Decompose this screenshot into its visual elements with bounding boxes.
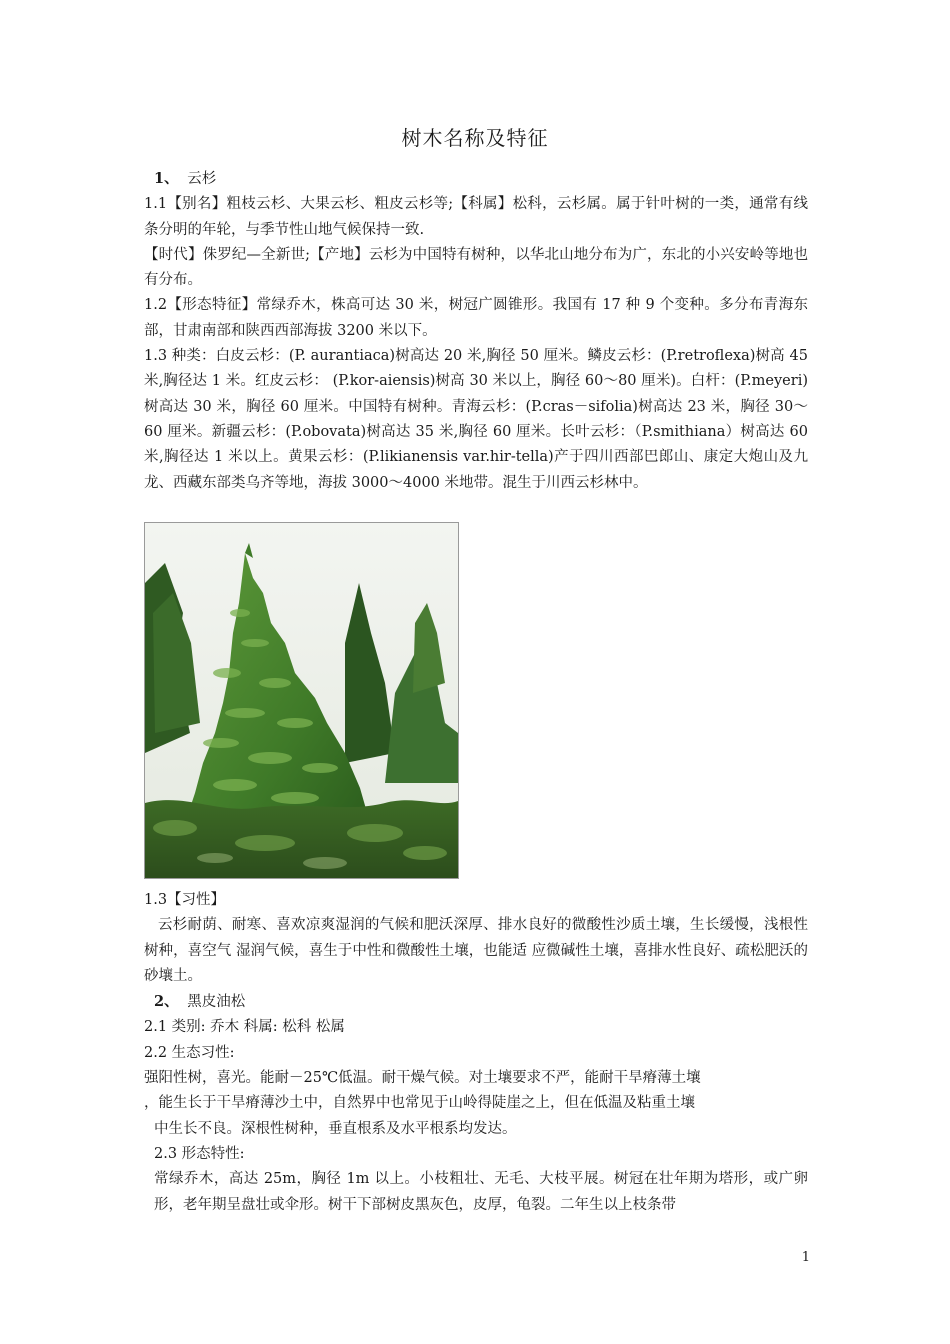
section-1-heading bbox=[144, 166, 808, 192]
section-1-text bbox=[144, 166, 808, 496]
paragraph-1-3-habit: 云杉耐荫、耐寒、喜欢凉爽湿润的气候和肥沃深厚、排水良好的微酸性沙质土壤，生长缓慢，浅根性树种，喜空气 湿润气候，喜生于中性和微酸性土壤，也能适 应微碱性土壤，喜排水性良好、疏松肥沃的砂壤土。 bbox=[144, 917, 808, 984]
paragraph-2-2-line1: 强阳性树，喜光。能耐－25℃低温。耐干燥气候。对土壤要求不严，能耐干旱瘠薄土壤 bbox=[144, 1070, 701, 1087]
section-2-heading bbox=[144, 989, 808, 1015]
paragraph-1-1: 1.1【别名】粗枝云杉、大果云杉、粗皮云杉等;【科属】松科，云杉属。属于针叶树的一类，通常有线条分明的年轮，与季节性山地气候保持一致. bbox=[144, 196, 808, 238]
paragraph-2-2: 2.2 生态习性: bbox=[144, 1044, 235, 1061]
paragraph-1-2: 1.2【形态特征】常绿乔木，株高可达 30 米，树冠广圆锥形。我国有 17 种 9 个变种。多分布青海东部，甘肃南部和陕西西部海拔 3200 米以下。 bbox=[144, 297, 808, 339]
section-1-number: 1、 bbox=[154, 170, 179, 187]
paragraph-1-3-species: 1.3 种类：白皮云杉：(P. aurantiaca)树高达 20 米,胸径 50 厘米。鳞皮云杉：(P.retroflexa)树高 45 米,胸径达 1 米。红皮云杉： (P.kor-aiensis)树高 30 米以上，胸径 60～80 厘米)。白杆：(P.meyeri)树高达 30 米，胸径 60 厘米。中国特有树种。青海云杉：(P.cras－sifolia)树高达 23 米，胸径 30～60 厘米。新疆云杉：(P.obovata)树高达 35 米,胸径 60 厘米。长叶云杉：（P.smithiana）树高达 60 米,胸径达 1 米以上。黄果云杉：(P.likianensis var.hir-tella)产于四川西部巴郎山、康定大炮山及九龙、西藏东部类乌齐等地，海拔 3000～4000 米地带。混生于川西云杉林中。 bbox=[144, 348, 808, 491]
paragraph-era-origin: 【时代】侏罗纪—全新世;【产地】云杉为中国特有树种，以华北山地分布为广，东北的小兴安岭等地也有分布。 bbox=[144, 246, 808, 289]
section-2-title: 黑皮油松 bbox=[187, 994, 246, 1011]
paragraph-2-3-body: 常绿乔木，高达 25m，胸径 1m 以上。小枝粗壮、无毛、大枝平展。树冠在壮年期为塔形，或广卵形，老年期呈盘壮或伞形。树干下部树皮黑灰色，皮厚，龟裂。二年生以上枝条带 bbox=[154, 1171, 808, 1213]
spruce-tree-photo bbox=[144, 522, 459, 879]
paragraph-1-3-habit-head: 1.3【习性】 bbox=[144, 892, 226, 908]
page-number: 1 bbox=[801, 1250, 810, 1265]
section-1-title: 云杉 bbox=[187, 171, 217, 187]
paragraph-2-2-line3: 中生长不良。深根性树种，垂直根系及水平根系均发达。 bbox=[154, 1120, 517, 1137]
paragraph-2-2-line2: ，能生长于干旱瘠薄沙土中，自然界中也常见于山岭得陡崖之上，但在低温及粘重土壤 bbox=[144, 1095, 695, 1112]
paragraph-2-3: 2.3 形态特性: bbox=[154, 1145, 245, 1162]
paragraph-2-1: 2.1 类别: 乔木 科属: 松科 松属 bbox=[144, 1019, 345, 1036]
section-1-habit bbox=[144, 888, 808, 1218]
section-2-number: 2、 bbox=[154, 993, 179, 1011]
document-title: 树木名称及特征 bbox=[401, 126, 549, 150]
